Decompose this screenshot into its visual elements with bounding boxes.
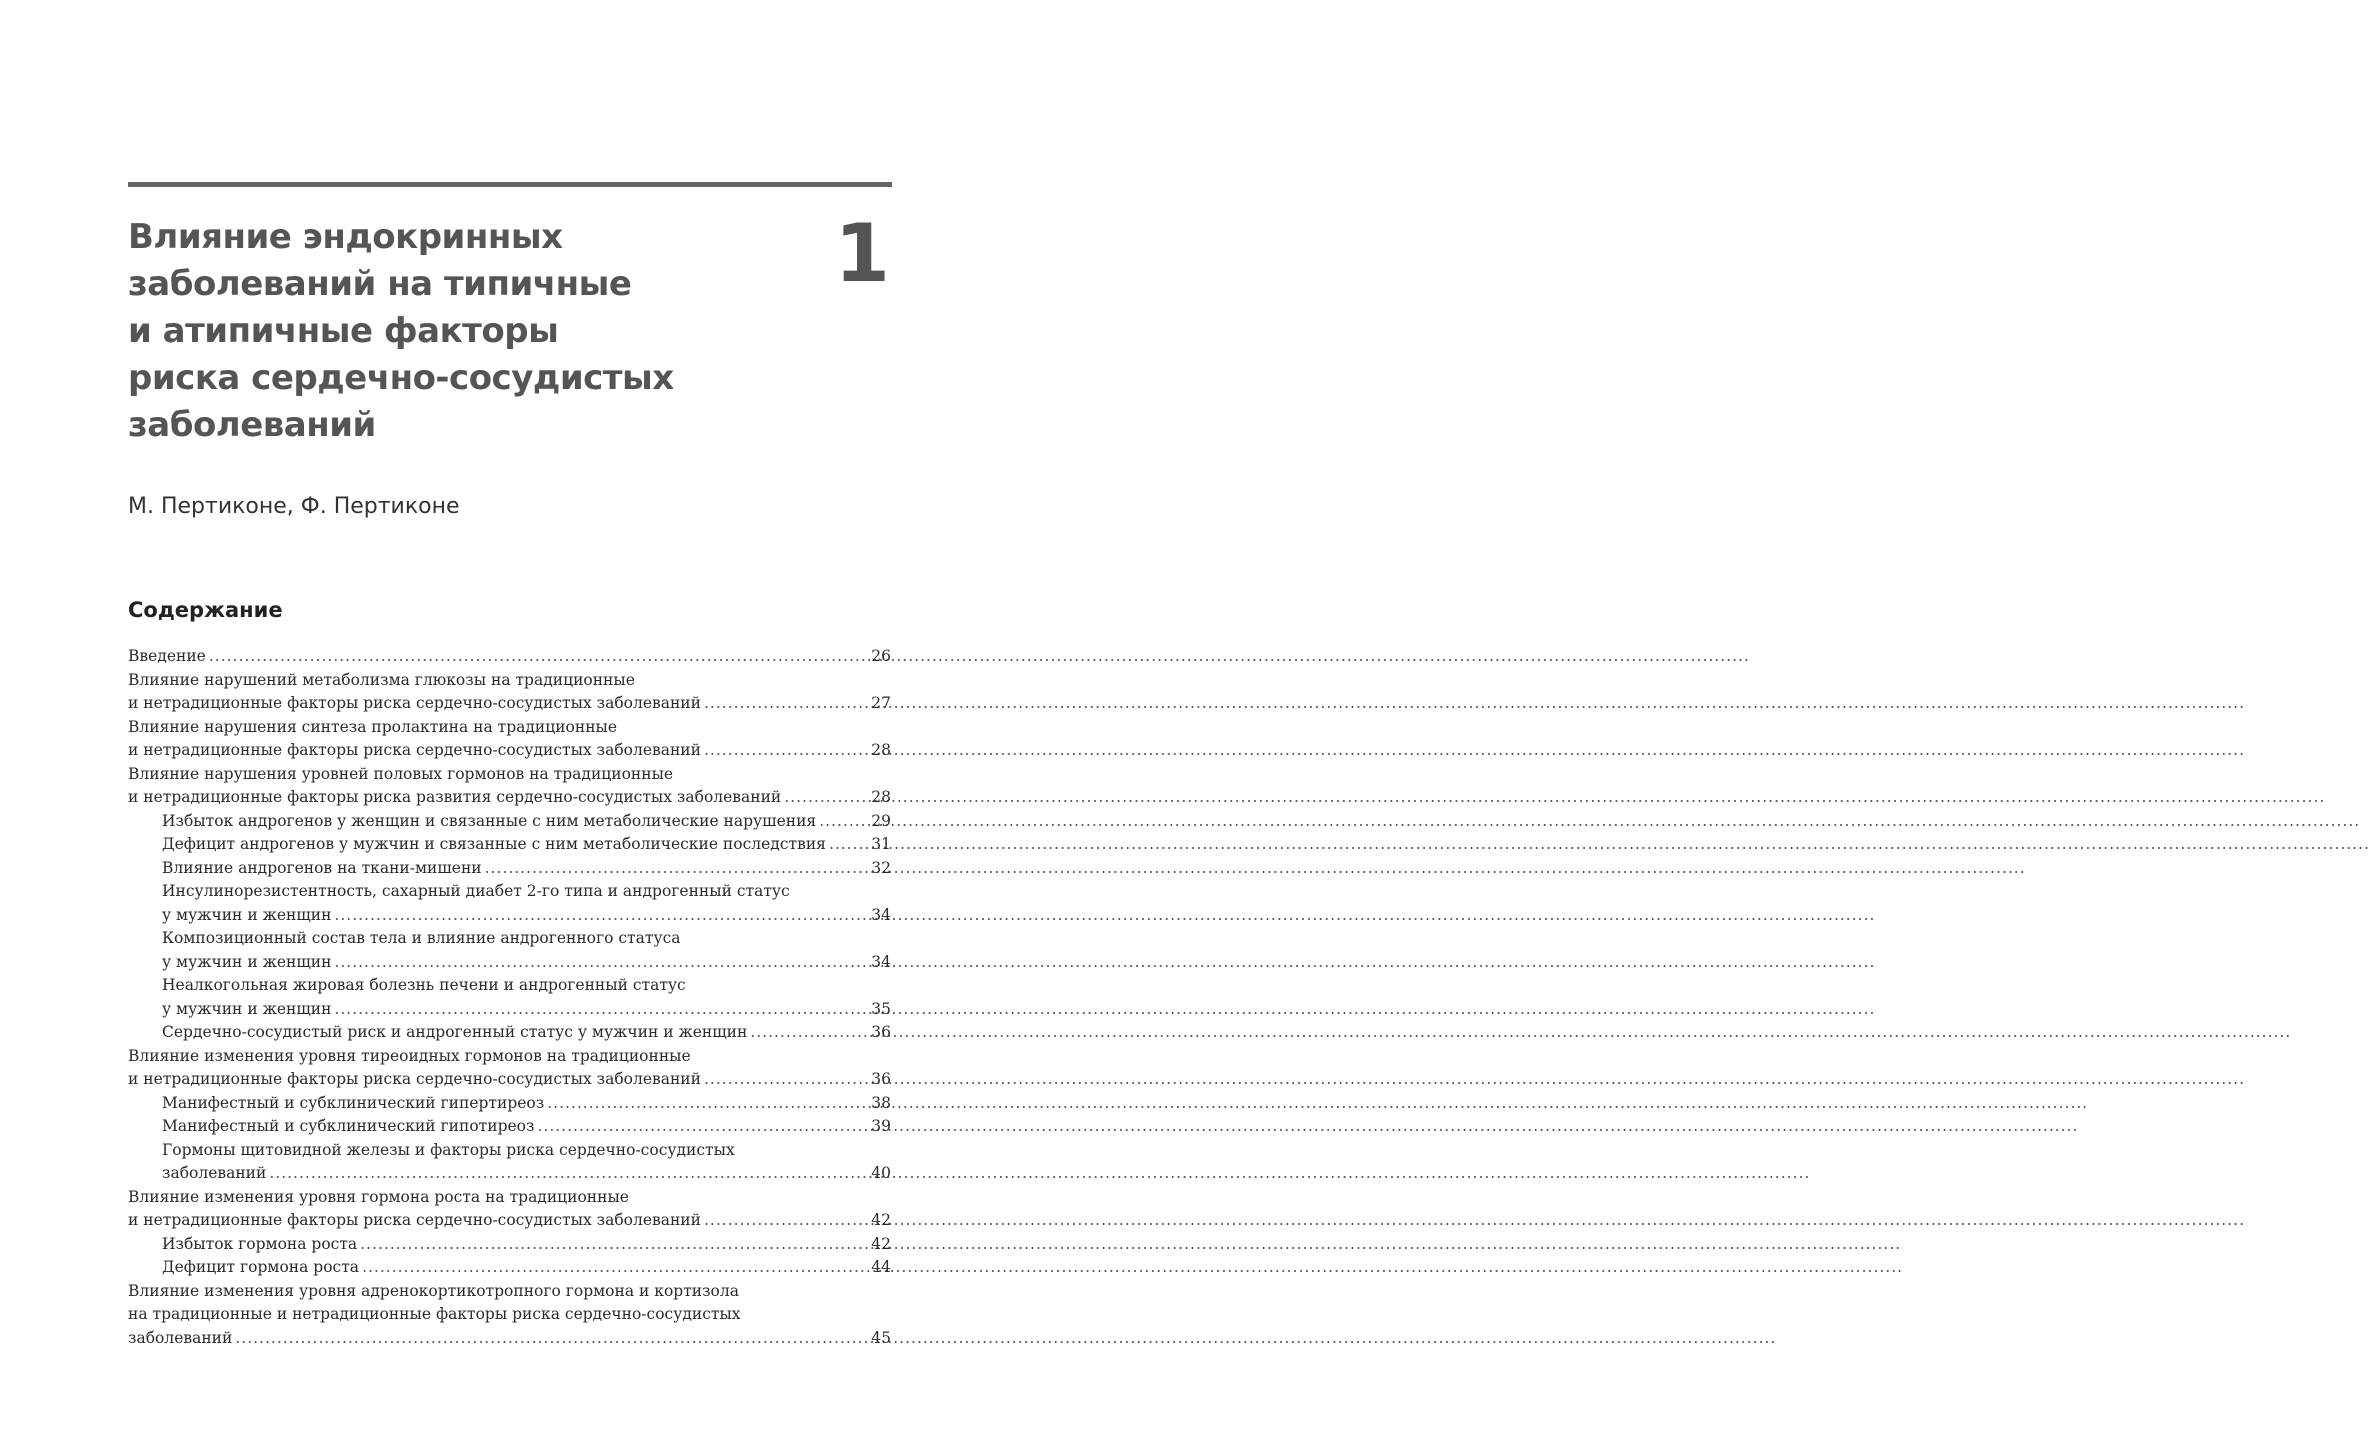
toc-leader-dots [784, 786, 868, 810]
toc-entry-text: заболеваний [162, 1164, 267, 1182]
toc-leader-dots [750, 1021, 868, 1045]
toc-entry-text: Инсулинорезистентность, сахарный диабет 2-го типа и андрогенный статус [162, 882, 790, 900]
toc-entry-text: Гормоны щитовидной железы и факторы риска сердечно-сосудистых [162, 1140, 735, 1159]
toc-entry[interactable] [128, 880, 891, 927]
toc-entry-text: и нетрадиционные факторы риска сердечно-сосудистых заболеваний [128, 741, 701, 759]
toc-leader-dots [829, 833, 868, 857]
toc-leader-dots [334, 904, 868, 928]
toc-entry-text: Избыток гормона роста [162, 1234, 358, 1253]
toc-leader-dots [209, 645, 868, 669]
toc-entry-text: у мужчин и женщин [162, 905, 332, 924]
toc-entry-text: Влияние изменения уровня тиреоидных гормонов на традиционные [128, 1046, 691, 1065]
toc-entry-text: Манифестный и субклинический гипотиреоз [162, 1117, 535, 1135]
toc-entry[interactable] [128, 763, 891, 810]
toc-entry-text: Неалкогольная жировая болезнь печени и андрогенный статус [162, 976, 686, 994]
toc-entry-text: Влияние изменения уровня гормона роста на традиционные [128, 1187, 629, 1206]
toc-leader-dots [537, 1115, 868, 1139]
toc-page-number: 39 [871, 1117, 891, 1135]
toc-entry-text: и нетрадиционные факторы риска сердечно-сосудистых заболеваний [128, 694, 701, 712]
toc-page-number: 35 [871, 999, 891, 1018]
toc-leader-dots [704, 692, 868, 716]
toc-entry[interactable] [128, 1092, 891, 1116]
toc-page-number: 36 [871, 1023, 891, 1041]
authors: М. Пертиконе, Ф. Пертиконе [128, 494, 460, 519]
toc-entry[interactable] [128, 833, 891, 857]
toc-entry-text: Влияние нарушений метаболизма глюкозы на традиционные [128, 670, 635, 689]
toc-page-number: 28 [871, 741, 891, 759]
toc-entry-text: на традиционные и нетрадиционные факторы риска сердечно-сосудистых [128, 1305, 741, 1323]
toc-entry-text: Манифестный и субклинический гипертиреоз [162, 1093, 545, 1112]
toc-entry[interactable] [128, 1233, 891, 1257]
toc-page-number: 26 [871, 647, 891, 665]
toc-entry-text: и нетрадиционные факторы риска сердечно-сосудистых заболеваний [128, 1070, 701, 1088]
toc-leader-dots [360, 1233, 868, 1257]
toc-leader-dots [704, 1068, 868, 1092]
toc-heading: Содержание [128, 598, 283, 622]
toc-leader-dots [269, 1162, 868, 1186]
toc-entry-text: Влияние изменения уровня адренокортикотропного гормона и кортизола [128, 1281, 739, 1300]
toc-page-number: 27 [871, 694, 891, 712]
toc-leader-dots [704, 739, 868, 763]
toc-entry[interactable] [128, 716, 891, 763]
toc-leader-dots [362, 1256, 868, 1280]
toc-page-number: 40 [871, 1164, 891, 1182]
toc-entry-text: Введение [128, 647, 206, 665]
toc-page-number: 31 [871, 835, 891, 853]
toc-leader-dots [334, 998, 868, 1022]
toc-page-number: 44 [871, 1258, 891, 1276]
toc-leader-dots [547, 1092, 868, 1116]
toc-page-number: 42 [871, 1234, 891, 1253]
chapter-rule [128, 182, 892, 187]
chapter-title [128, 214, 748, 449]
toc-page-number: 29 [871, 811, 891, 830]
toc-entry[interactable] [128, 645, 891, 669]
chapter-number: 1 [834, 207, 890, 300]
chapter-title-line: заболеваний [128, 405, 376, 445]
toc-entry-text: Дефицит андрогенов у мужчин и связанные с ним метаболические последствия [162, 835, 826, 853]
toc-page-number: 42 [871, 1211, 891, 1229]
toc-page-number: 34 [871, 905, 891, 924]
toc-entry-text: у мужчин и женщин [162, 952, 332, 971]
toc-entry[interactable] [128, 857, 891, 881]
toc-page-number: 34 [871, 952, 891, 971]
toc-entry[interactable] [128, 669, 891, 716]
toc-entry-text: у мужчин и женщин [162, 999, 332, 1018]
toc-entry-text: Композиционный состав тела и влияние андрогенного статуса [162, 929, 681, 947]
toc-entry-text: Избыток андрогенов у женщин и связанные с ним метаболические нарушения [162, 811, 817, 830]
toc-entry-text: Дефицит гормона роста [162, 1258, 360, 1276]
toc-entry[interactable] [128, 1139, 891, 1186]
toc-entry-text: и нетрадиционные факторы риска сердечно-сосудистых заболеваний [128, 1211, 701, 1229]
toc-leader-dots [485, 857, 869, 881]
toc-entry[interactable] [128, 927, 891, 974]
toc-leader-dots [819, 810, 868, 834]
table-of-contents [128, 645, 891, 1350]
chapter-title-line: и атипичные факторы [128, 311, 559, 351]
toc-page-number: 32 [871, 858, 891, 877]
toc-leader-dots [704, 1209, 868, 1233]
toc-entry[interactable] [128, 1186, 891, 1233]
toc-leader-dots [334, 951, 868, 975]
chapter-title-line: Влияние эндокринных [128, 217, 563, 257]
toc-entry[interactable] [128, 1045, 891, 1092]
toc-entry-text: Влияние нарушения уровней половых гормонов на традиционные [128, 764, 674, 783]
toc-entry-text: заболеваний [128, 1328, 233, 1347]
toc-entry-text: и нетрадиционные факторы риска развития сердечно-сосудистых заболеваний [128, 788, 782, 806]
toc-entry[interactable] [128, 1256, 891, 1280]
toc-entry[interactable] [128, 1280, 891, 1351]
toc-entry-text: Влияние нарушения синтеза пролактина на традиционные [128, 717, 618, 736]
toc-page-number: 28 [871, 788, 891, 806]
toc-page-number: 45 [871, 1328, 891, 1347]
toc-entry[interactable] [128, 974, 891, 1021]
toc-entry-text: Влияние андрогенов на ткани-мишени [162, 858, 482, 877]
toc-page-number: 38 [871, 1093, 891, 1112]
toc-entry[interactable] [128, 1021, 891, 1045]
toc-entry[interactable] [128, 810, 891, 834]
toc-page-number: 36 [871, 1070, 891, 1088]
toc-entry[interactable] [128, 1115, 891, 1139]
toc-leader-dots [235, 1327, 868, 1351]
toc-entry-text: Сердечно-сосудистый риск и андрогенный статус у мужчин и женщин [162, 1023, 748, 1041]
chapter-title-line: риска сердечно-сосудистых [128, 358, 674, 398]
chapter-title-line: заболеваний на типичные [128, 264, 632, 304]
